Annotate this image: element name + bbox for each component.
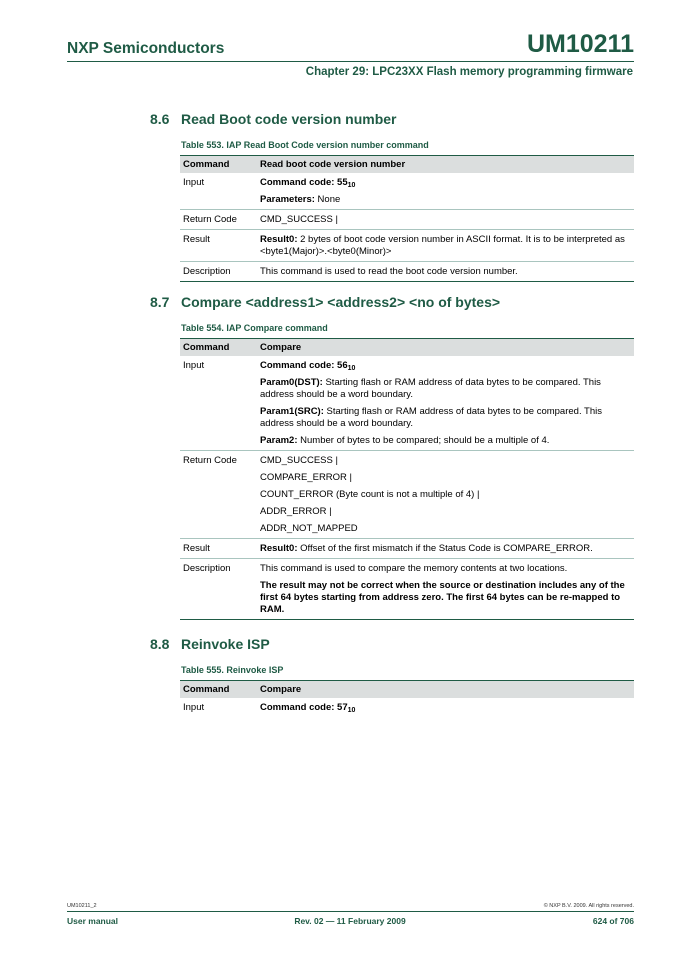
column-header-command: Command (180, 339, 260, 357)
row-label: Description (180, 559, 260, 620)
footer-copyright: © NXP B.V. 2009. All rights reserved. (543, 903, 634, 909)
table-row (180, 356, 634, 451)
param2-text: Param2: Number of bytes to be compared; should be a multiple of 4. (260, 435, 550, 446)
section-title: Reinvoke ISP (181, 636, 270, 652)
company-name: NXP Semiconductors (67, 40, 225, 57)
row-label: Input (180, 173, 260, 210)
section-title: Read Boot code version number (181, 111, 397, 127)
table-553 (180, 155, 634, 282)
command-code: Command code: $57_{10}$ (260, 702, 356, 714)
table-row (180, 539, 634, 559)
header-rule (67, 61, 634, 62)
footer-doc-code: UM10211_2 (67, 903, 97, 909)
footer-page-number: 624 of 706 (592, 916, 634, 926)
table-caption-554: Table 554. IAP Compare command (181, 323, 328, 333)
return-code-value: COUNT_ERROR (Byte count is not a multiple of 4) | (260, 489, 480, 500)
table-554 (180, 338, 634, 620)
table-caption-553: Table 553. IAP Read Boot Code version number command (181, 140, 429, 150)
section-heading-8-7 (150, 294, 500, 310)
section-number: 8.6 (150, 111, 170, 127)
document-id: UM10211 (526, 30, 634, 58)
return-code-value: COMPARE_ERROR | (260, 472, 353, 483)
command-code: Command code: $56_{10}$ (260, 360, 356, 372)
table-caption-555: Table 555. Reinvoke ISP (181, 665, 284, 675)
table-row (180, 262, 634, 282)
section-heading-8-8 (150, 636, 270, 652)
description-note: The result may not be correct when the source or destination includes any of the first 64 bytes starting from address zero. The first 64 bytes can be re-mapped to RAM. (260, 580, 625, 615)
footer-revision: Rev. 02 — 11 February 2009 (294, 916, 406, 926)
table-row (180, 230, 634, 262)
section-number: 8.7 (150, 294, 170, 310)
row-label: Description (180, 262, 260, 282)
table-row (180, 698, 634, 717)
parameters-text: Parameters: None (260, 194, 341, 205)
return-code-value: ADDR_ERROR | (260, 506, 332, 517)
table-row (180, 451, 634, 539)
row-label: Return Code (180, 451, 260, 539)
row-label: Input (180, 356, 260, 451)
description-text: This command is used to read the boot code version number. (260, 266, 518, 277)
section-heading-8-6 (150, 111, 396, 127)
chapter-title: Chapter 29: LPC23XX Flash memory programming firmware (305, 66, 633, 78)
return-code-value: CMD_SUCCESS | (260, 455, 338, 466)
table-row (180, 173, 634, 210)
row-label: Input (183, 702, 205, 713)
table-555 (180, 680, 634, 717)
row-label: Return Code (180, 210, 260, 230)
column-header-command: Command (180, 681, 260, 699)
result-text: Result0: 2 bytes of boot code version number in ASCII format. It is to be interpreted as <byte1(Major)>.<byte0(Minor)> (260, 234, 625, 257)
table-row (180, 559, 634, 620)
return-code-value: CMD_SUCCESS | (260, 214, 338, 225)
section-number: 8.8 (150, 636, 170, 652)
column-header-description: Compare (260, 681, 634, 699)
table-row (180, 210, 634, 230)
row-label: Result (180, 230, 260, 262)
result-text: Result0: Offset of the first mismatch if the Status Code is COMPARE_ERROR. (260, 543, 593, 554)
command-code: Command code: $55_{10}$ (260, 177, 356, 189)
column-header-description: Read boot code version number (260, 156, 634, 174)
param0-text: Param0(DST): Starting flash or RAM address of data bytes to be compared. This address should be a word boundary. (260, 377, 601, 400)
description-text: This command is used to compare the memory contents at two locations. (260, 563, 568, 574)
column-header-description: Compare (260, 339, 634, 357)
footer-doc-type: User manual (67, 916, 119, 926)
return-code-value: ADDR_NOT_MAPPED (260, 523, 358, 534)
param1-text: Param1(SRC): Starting flash or RAM address of data bytes to be compared. This address should be a word boundary. (260, 406, 602, 429)
footer-rule (67, 911, 634, 912)
row-label: Result (180, 539, 260, 559)
section-title: Compare <address1> <address2> <no of bytes> (181, 294, 501, 310)
column-header-command: Command (180, 156, 260, 174)
